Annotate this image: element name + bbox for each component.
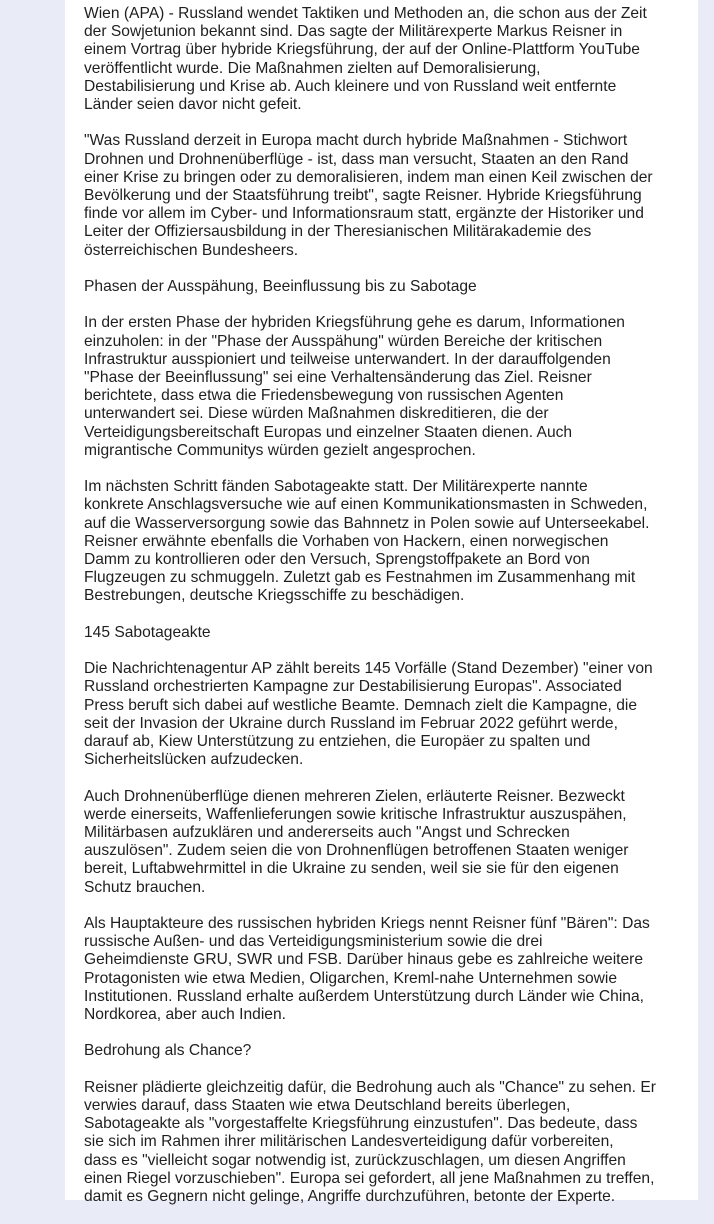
subheading-phases: Phasen der Ausspähung, Beeinflussung bis zu Sabotage <box>84 278 477 296</box>
paragraph-ap: Die Nachrichtenagentur AP zählt bereits 145 Vorfälle (Stand Dezember) "einer von Russland orchestrierten Kampagne zur Destabilisierung Europas". Associated Press beruft sich dabei auf westliche Beamte. Demnach zielt die Kampagne, die seit der Invasion der Ukraine durch Russland im Februar 2022 geführt werde, darauf ab, Kiew Unterstützung zu entziehen, die Europäer zu spalten und Sicherheitslücken aufzudecken. <box>84 660 653 769</box>
paragraph-drones: Auch Drohnenüberflüge dienen mehreren Zielen, erläuterte Reisner. Bezweckt werde einerseits, Waffenlieferungen sowie kritische Infrastruktur auszuspähen, Militärbasen aufzuklären und andererseits auch "Angst und Schrecken auszulösen". Zudem seien die von Drohnenflügen betroffenen Staaten weniger bereit, Luftabwehrmittel in die Ukraine zu senden, weil sie sie für den eigenen Schutz brauchen. <box>84 787 629 896</box>
paragraph-intro: Wien (APA) - Russland wendet Taktiken und Methoden an, die schon aus der Zeit der Sowjetunion bekannt sind. Das sagte der Militärexperte Markus Reisner in einem Vortrag über hybride Kriegsführung, der auf der Online-Plattform YouTube veröffentlicht wurde. Die Maßnahmen zielten auf Demoralisierung, Destabilisierung und Krise ab. Auch kleinere und von Russland weit entfernte Länder seien davor nicht gefeit. <box>84 5 647 114</box>
paragraph-phases: In der ersten Phase der hybriden Kriegsführung gehe es darum, Informationen einzuholen: in der "Phase der Ausspähung" würden Bereiche der kritischen Infrastruktur ausspioniert und teilweise unterwandert. In der darauffolgenden "Phase der Beeinflussung" sei eine Verhaltensänderung das Ziel. Reisner berichtete, dass etwa die Friedensbewegung von russischen Agenten unterwandert sei. Diese würden Maßnahmen diskreditieren, die der Verteidigungsbereitschaft Europas und einzelner Staaten dienen. Auch migrantische Communitys würden gezielt angesprochen. <box>84 314 625 459</box>
subheading-145: 145 Sabotageakte <box>84 623 211 641</box>
article-page <box>65 0 698 1206</box>
subheading-chance: Bedrohung als Chance? <box>84 1042 252 1060</box>
paragraph-quote: "Was Russland derzeit in Europa macht durch hybride Maßnahmen - Stichwort Drohnen und Drohnenüberflüge - ist, dass man versucht, Staaten an den Rand einer Krise zu bringen oder zu demoralisieren, indem man einen Keil zwischen der Bevölkerung und der Staatsführung treibt", sagte Reisner. Hybride Kriegsführung finde vor allem im Cyber- und Informationsraum statt, ergänzte der Historiker und Leiter der Offiziersausbildung in der Theresianischen Militärakademie des österreichischen Bundesheers. <box>84 132 653 259</box>
paragraph-sabotage: Im nächsten Schritt fänden Sabotageakte statt. Der Militärexperte nannte konkrete Anschlagsversuche wie auf einen Kommunikationsmasten in Schweden, auf die Wasserversorgung sowie das Bahnnetz in Polen sowie auf Unterseekabel. Reisner erwähnte ebenfalls die Vorhaben von Hackern, einen norwegischen Damm zu kontrollieren oder den Versuch, Sprengstoffpakete an Bord von Flugzeugen zu schmuggeln. Zuletzt gab es Festnahmen im Zusammenhang mit Bestrebungen, deutsche Kriegsschiffe zu beschädigen. <box>84 478 650 605</box>
paragraph-chance: Reisner plädierte gleichzeitig dafür, die Bedrohung auch als "Chance" zu sehen. Er verwies darauf, dass Staaten wie etwa Deutschland bereits überlegen, Sabotageakte als "vorgestaffelte Kriegsführung einzustufen". Das bedeute, dass sie sich im Rahmen ihrer militärischen Landesverteidigung dafür vorbereiten, dass es "vielleicht sogar notwendig ist, zurückzuschlagen, um diesen Angriffen einen Riegel vorzuschieben". Europa sei gefordert, all jene Maßnahmen zu treffen, damit es Gegnern nicht gelinge, Angriffe durchzuführen, betonte der Experte. <box>84 1078 656 1206</box>
paragraph-actors: Als Hauptakteure des russischen hybriden Kriegs nennt Reisner fünf "Bären": Das russische Außen- und das Verteidigungsministerium sowie die drei Geheimdienste GRU, SWR und FSB. Darüber hinaus gebe es zahlreiche weitere Protagonisten wie etwa Medien, Oligarchen, Kreml-nahe Unternehmen sowie Institutionen. Russland erhalte außerdem Unterstützung durch Länder wie China, Nordkorea, aber auch Indien. <box>84 915 650 1024</box>
article-body <box>84 5 692 1224</box>
